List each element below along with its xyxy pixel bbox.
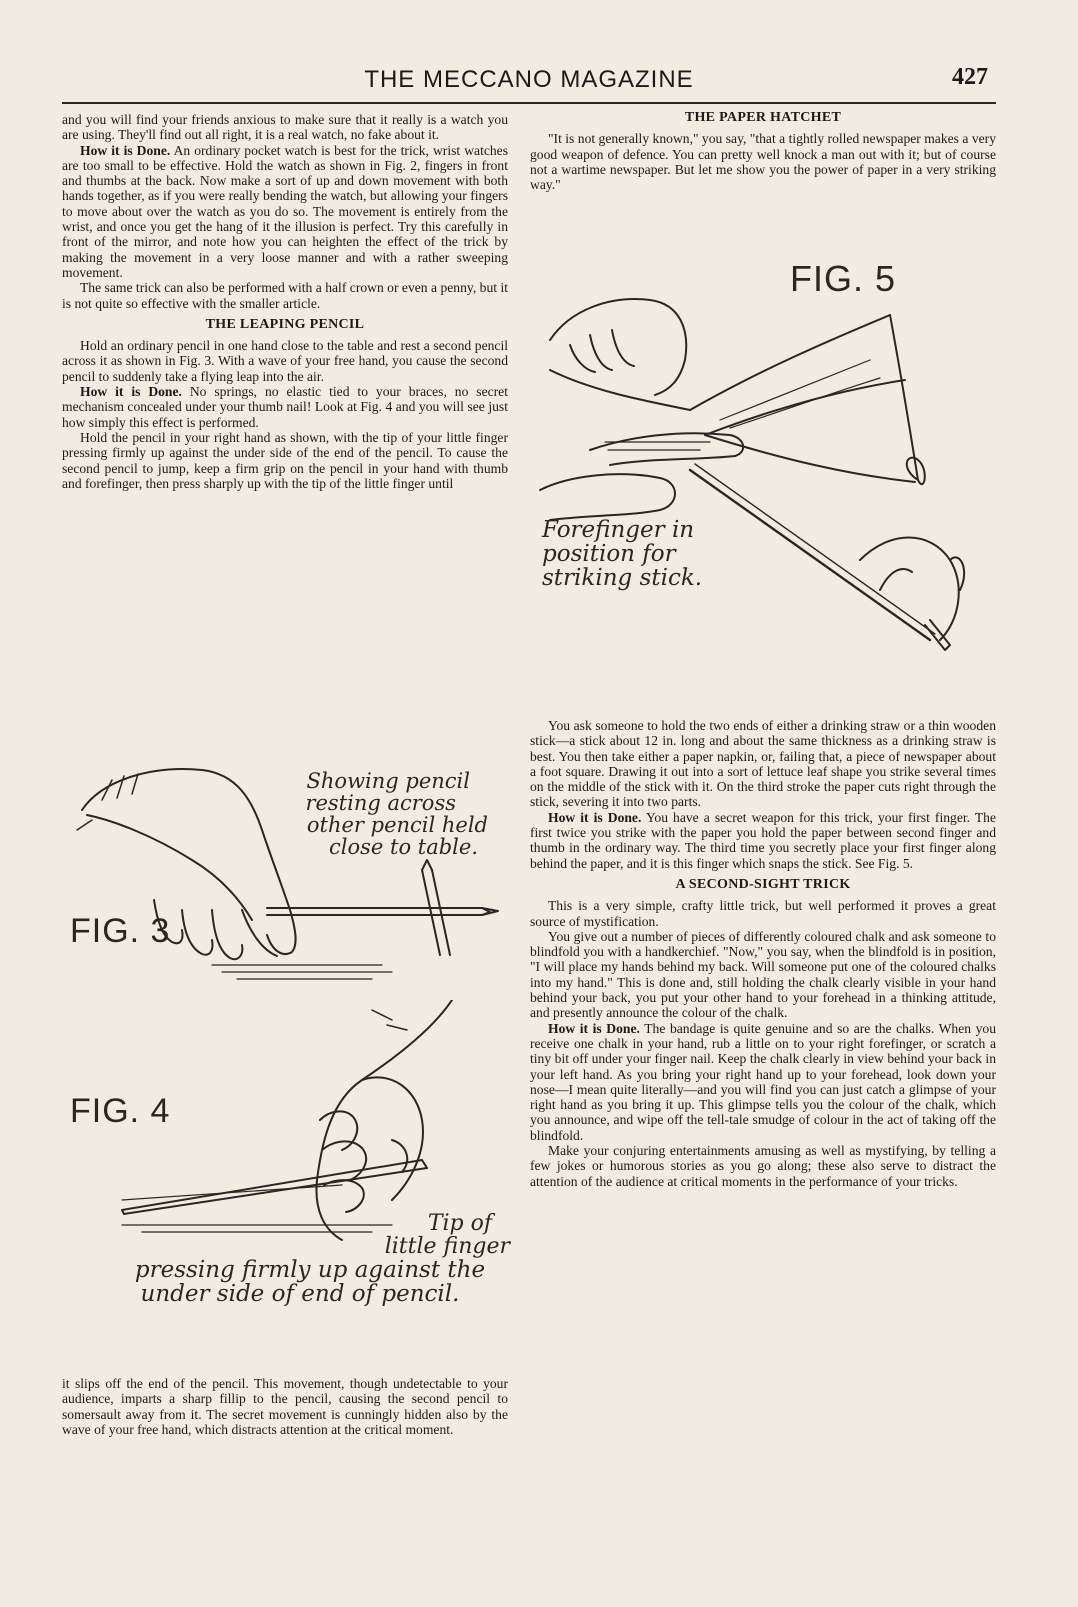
caption-line: Forefinger in	[542, 517, 695, 543]
paragraph: You ask someone to hold the two ends of either a drinking straw or a thin wooden stick—a stick about 12 in. long and about the same thickness as a drinking straw is best. You then take either a paper napkin, or, failing that, a piece of newspaper about a foot square. Drawing it out into a sort of lettuce leaf shape you strike several times on the middle of the stick with it. On the third stroke the paper cuts right through the stick, severing it into two parts.	[530, 718, 996, 810]
paragraph	[62, 384, 508, 430]
figure-3-label: FIG. 3	[70, 912, 171, 950]
paragraph: and you will find your friends anxious to make sure that it really is a watch you are using. They'll find out all right, it is a real watch, no fake about it.	[62, 112, 508, 143]
section-heading: THE LEAPING PENCIL	[205, 316, 365, 332]
paragraph-text: An ordinary pocket watch is best for the trick, wrist watches are too small to be effective. Hold the watch as shown in Fig. 2, fingers in front and thumbs at the back. Now make a sort of up and down movement with both hands together, as if you were really bending the watch, but allowing your fingers to move about over the watch as you do so. The movement is entirely from the wrist, and once you get the hang of it the illusion is perfect. Try this carefully in front of the mirror, and note how you can heighten the effect of the trick by making the movement in a very loose manner and with a rather sweeping movement.	[62, 142, 508, 280]
paragraph: This is a very simple, crafty little trick, but well performed it proves a great source of mystification.	[530, 898, 996, 929]
caption-line: other pencil held	[306, 813, 488, 838]
paragraph: "It is not generally known," you say, "that a tightly rolled newspaper makes a very good weapon of defence. You can pretty well knock a man out with it; but of course not a wartime newspaper. But let me show you the power of paper in a very striking way."	[530, 131, 996, 193]
caption-line: close to table.	[329, 835, 478, 860]
figure-4-caption-pressing	[110, 1258, 510, 1306]
paragraph-text: The bandage is quite genuine and so are the chalks. When you receive one chalk in your hand, rub a little on to your right forefinger, or scratch a tiny bit off under your finger nail. Keep the chalk clearly in view behind your back in your left hand. As you bring your right hand up to your forehead, look down your nose—I mean quite literally—and you will find you can just catch a glimpse of your right hand as you bring it up. This glimpse tells you the colour of the chalk, which you announce, and wipe off the tell-tale smudge of colour in the act of taking off the blindfold.	[530, 1020, 997, 1143]
caption-line: Tip of	[427, 1211, 492, 1236]
left-column-top	[62, 112, 508, 491]
run-in-heading: How it is Done.	[548, 1020, 640, 1036]
caption-line: resting across	[305, 791, 456, 816]
run-in-heading: How it is Done.	[80, 142, 171, 158]
caption-line: little finger	[384, 1234, 510, 1260]
caption-line: under side of end of pencil.	[140, 1281, 460, 1308]
paragraph: You give out a number of pieces of differently coloured chalk and ask someone to blindfold you with a handkerchief. "Now," you say, when the blindfold is in position, "I will place my hands behind my back. Will someone put one of the coloured chalks into my hand." This is done and, still holding the chalk clearly visible in your hand behind your back, you put your other hand to your forehead in a thinking attitude, and presently announce the colour of the chalk.	[530, 928, 996, 1021]
paragraph	[62, 143, 508, 281]
masthead	[62, 62, 996, 104]
figure-3-caption	[260, 770, 500, 858]
figure-5-illustration	[530, 260, 996, 680]
caption-line: Showing pencil	[306, 769, 470, 793]
right-column-top	[530, 104, 996, 192]
section-heading: A SECOND-SIGHT TRICK	[675, 876, 851, 892]
paragraph: it slips off the end of the pencil. This movement, though undetectable to your audience, imparts a sharp fillip to the pencil, causing the second pencil to somersault away from it. The secret movement is cunningly hidden also by the wave of your free hand, which distracts attention at the critical moment.	[62, 1376, 508, 1437]
paragraph-text: No springs, no elastic tied to your braces, no secret mechanism concealed under your thumb nail! Look at Fig. 4 and you will see just how simply this effect is performed.	[62, 384, 508, 430]
section-heading: THE PAPER HATCHET	[684, 110, 842, 125]
run-in-heading: How it is Done.	[80, 384, 182, 400]
figure-5-label: FIG. 5	[790, 258, 897, 299]
left-column-bottom	[62, 1376, 508, 1437]
caption-line: striking stick.	[542, 565, 703, 592]
page-number: 427	[952, 64, 988, 90]
paragraph: Make your conjuring entertainments amusing as well as mystifying, by telling a few jokes or humorous stories as you go along; these also serve to distract the attention of the audience at critical moments in the performance of your tricks.	[530, 1143, 996, 1189]
paragraph: The same trick can also be performed with a half crown or even a penny, but it is not quite so effective with the smaller article.	[62, 280, 508, 311]
paragraph	[530, 1021, 996, 1143]
paragraph: Hold the pencil in your right hand as shown, with the tip of your little finger pressing firmly up against the under side of the end of the pencil. To cause the second pencil to jump, keep a firm grip on the pencil in your hand with thumb and forefinger, then press sharply up with the tip of the little finger until	[62, 429, 508, 491]
figure-4-caption-tip	[360, 1212, 510, 1258]
caption-line: pressing firmly up against the	[134, 1257, 486, 1283]
paragraph-text: You have a secret weapon for this trick, your first finger. The first twice you strike with the paper you hold the paper between second finger and thumb in the ordinary way. The third time you secretly place your first finger along behind the paper, and it is this finger which snaps the stick. See Fig. 5.	[530, 809, 996, 871]
figure-5-caption	[542, 518, 802, 590]
magazine-title: THE MECCANO MAGAZINE	[364, 66, 694, 93]
caption-line: position for	[542, 541, 676, 568]
paragraph: Hold an ordinary pencil in one hand close to the table and rest a second pencil across it as shown in Fig. 3. With a wave of your free hand, you cause the second pencil to suddenly take a flying leap into the air.	[62, 338, 508, 384]
run-in-heading: How it is Done.	[548, 809, 642, 825]
paragraph	[530, 810, 996, 871]
right-column-bottom	[530, 718, 996, 1189]
figure-4-label: FIG. 4	[70, 1092, 171, 1130]
